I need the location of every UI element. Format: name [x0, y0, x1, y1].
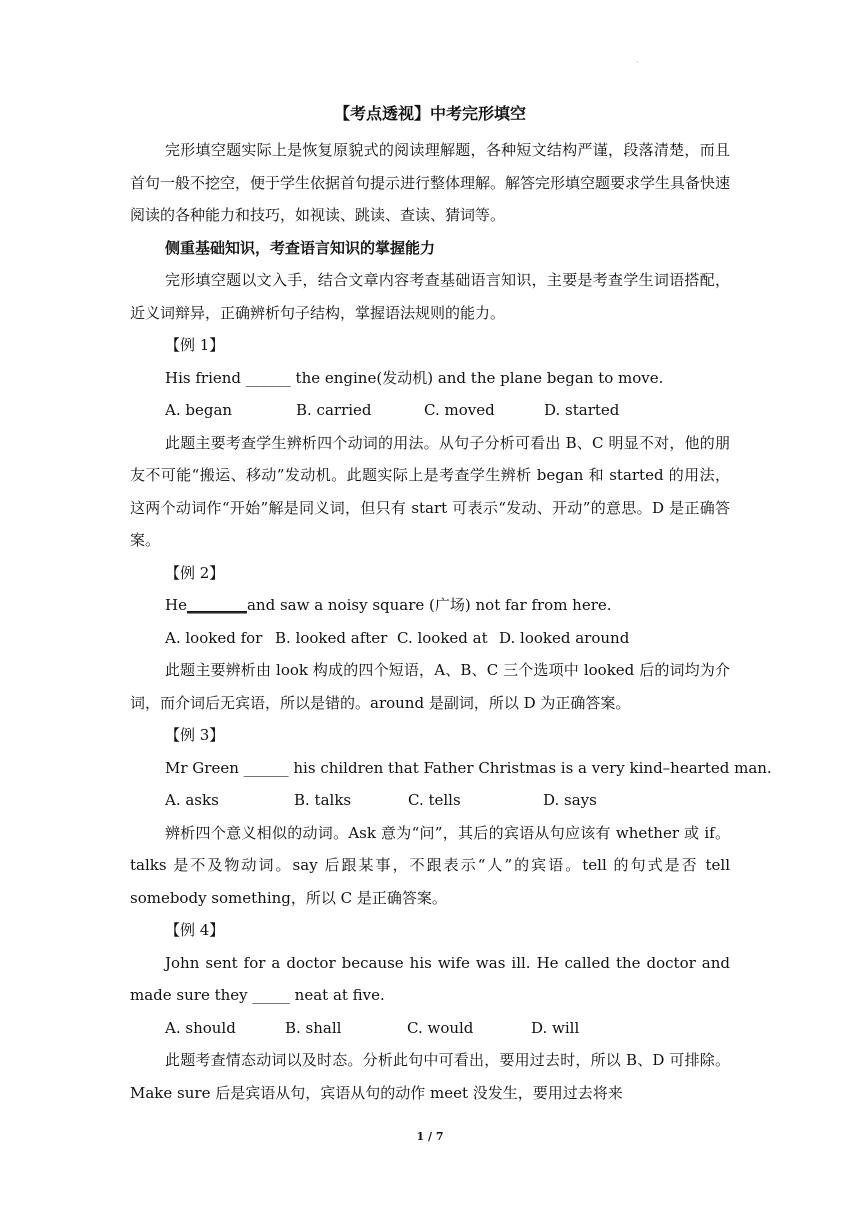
example-label: 【例 1】 — [165, 336, 225, 354]
option-b: B. carried — [296, 401, 372, 419]
option-c: C. looked at — [397, 628, 488, 647]
example-question: His friend ______ the engine(发动机) and the plane began to move. — [165, 368, 664, 387]
example-question: John sent for a doctor because his wife was ill. He called the doctor and made sure they _____ neat at five. — [130, 953, 730, 1004]
example-label: 【例 2】 — [165, 563, 225, 582]
option-b: B. talks — [294, 791, 352, 809]
option-a: A. began — [165, 401, 233, 419]
option-d: D. says — [543, 791, 597, 809]
intro-paragraph: 完形填空题实际上是恢复原貌式的阅读理解题，各种短文结构严谨，段落清楚，而且首句一般不挖空，便于学生依据首句提示进行整体理解。解答完形填空题要求学生具备快速阅读的各种能力和技巧，如视读、跳读、查读、猜词等。 — [130, 141, 731, 224]
example-question — [130, 589, 730, 622]
example-options — [130, 784, 730, 817]
option-a: A. looked for — [165, 628, 263, 647]
example-label: 【例 3】 — [165, 726, 225, 744]
example-question: Mr Green ______ his children that Father Christmas is a very kind–hearted man. — [165, 758, 772, 777]
option-d: D. looked around — [499, 628, 630, 647]
option-a: A. should — [165, 1018, 236, 1037]
example-explanation: 此题主要考查学生辨析四个动词的用法。从句子分析可看出 B、C 明显不对，他的朋友不可能“搬运、移动”发动机。此题实际上是考查学生辨析 began 和 started 的用法，这两个动词作“开始”解是同义词，但只有 start 可表示“发动、开动”的意思。D 是正确答案。 — [130, 433, 730, 549]
section-heading: 侧重基础知识，考查语言知识的掌握能力 — [165, 238, 436, 257]
document-body — [130, 134, 772, 1109]
question-pre: He — [165, 596, 187, 614]
corner-mark: · — [636, 58, 639, 67]
option-c: C. moved — [424, 401, 495, 419]
example-explanation: 此题考查情态动词以及时态。分析此句中可看出，要用过去时，所以 B、D 可排除。Make sure 后是宾语从句，宾语从句的动作 meet 没发生，要用过去将来 — [130, 1051, 730, 1102]
option-c: C. tells — [408, 791, 461, 809]
question-blank: ________ — [186, 596, 247, 614]
option-d: D. started — [544, 401, 620, 419]
example-explanation: 此题主要辨析由 look 构成的四个短语，A、B、C 三个选项中 looked 后的词均为介词，而介词后无宾语，所以是错的。around 是副词，所以 D 为正确答案。 — [130, 661, 730, 712]
example-options — [130, 1012, 730, 1045]
example-options — [130, 394, 730, 427]
example-options — [130, 622, 730, 655]
example-label: 【例 4】 — [165, 921, 225, 939]
page-title: 【考点透视】中考完形填空 — [333, 104, 526, 123]
option-a: A. asks — [165, 791, 219, 809]
option-b: B. looked after — [275, 628, 388, 647]
example-explanation: 辨析四个意义相似的动词。Ask 意为“问”，其后的宾语从句应该有 whether 或 if。talks 是不及物动词。say 后跟某事，不跟表示“人”的宾语。tell 的句式是否 tell somebody something，所以 C 是正确答案。 — [130, 823, 730, 907]
question-post: and saw a noisy square (广场) not far from here. — [246, 596, 612, 614]
option-d: D. will — [531, 1018, 580, 1037]
option-c: C. would — [407, 1018, 474, 1037]
page-number: 1 / 7 — [416, 1130, 444, 1143]
option-b: B. shall — [285, 1018, 342, 1037]
section-paragraph: 完形填空题以文入手，结合文章内容考查基础语言知识，主要是考查学生词语搭配，近义词辩异，正确辨析句子结构，掌握语法规则的能力。 — [130, 271, 730, 322]
